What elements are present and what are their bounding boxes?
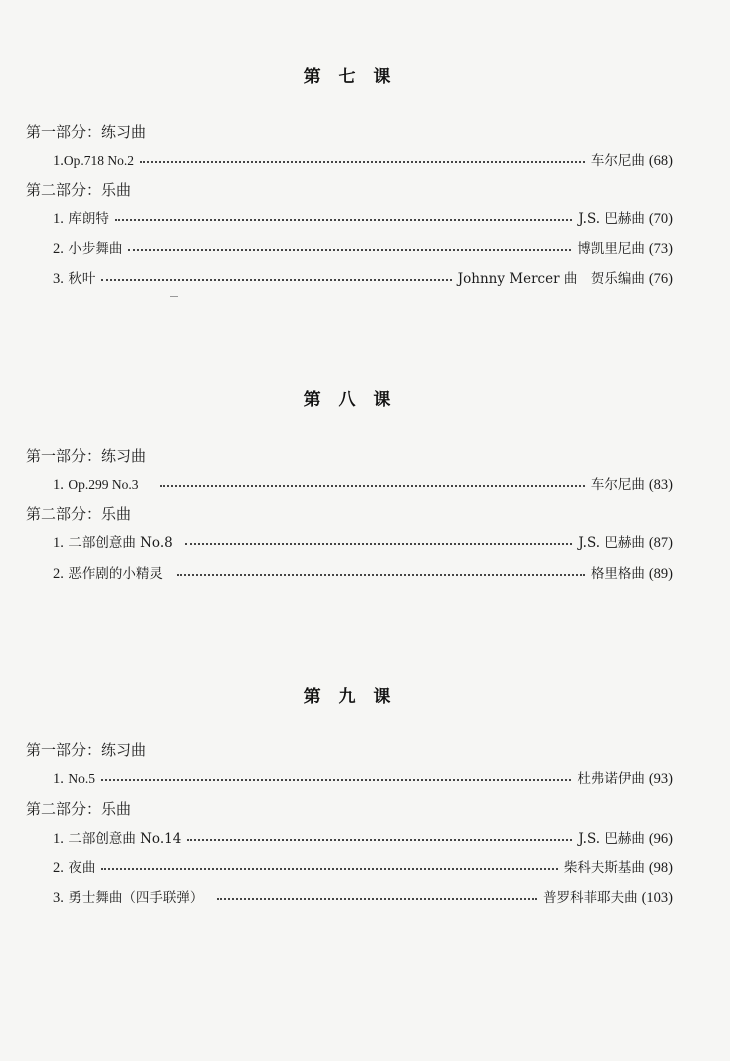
entry-number: 1. bbox=[53, 211, 64, 227]
entry-composer: 柴科夫斯基曲 bbox=[563, 860, 645, 876]
entry-page: (70) bbox=[648, 211, 673, 227]
entry-title: 小步舞曲 bbox=[68, 241, 123, 257]
entry-page: (76) bbox=[648, 271, 673, 287]
entry-composer: 车尔尼曲 bbox=[590, 477, 645, 493]
entry-page: (73) bbox=[648, 241, 673, 257]
entry-composer: 博凯里尼曲 bbox=[577, 241, 645, 257]
lesson-title: 第 九 课 bbox=[303, 687, 397, 707]
entry-page: (87) bbox=[648, 535, 673, 551]
part-heading: 第一部分：练习曲 bbox=[26, 741, 147, 759]
dot-leader bbox=[217, 888, 537, 900]
part-heading: 第二部分：乐曲 bbox=[26, 800, 132, 818]
dot-leader bbox=[101, 769, 571, 781]
entry-title: 夜曲 bbox=[68, 860, 96, 876]
entry-title: 秋叶 bbox=[68, 271, 96, 287]
dot-leader bbox=[185, 533, 573, 545]
entry-composer: 普罗科菲耶夫曲 bbox=[543, 890, 638, 906]
print-speck bbox=[170, 296, 178, 297]
entry-composer: 格里格曲 bbox=[590, 566, 645, 582]
entry-page: (83) bbox=[648, 477, 673, 493]
entry-page: (103) bbox=[641, 890, 673, 906]
lesson-title: 第 八 课 bbox=[303, 390, 397, 410]
entry-title: Op.718 No.2 bbox=[63, 153, 134, 168]
entry-number: 1. bbox=[53, 831, 64, 847]
dot-leader bbox=[128, 239, 571, 251]
entry-page: (89) bbox=[648, 566, 673, 582]
toc-entry[interactable] bbox=[53, 267, 673, 287]
toc-entry[interactable] bbox=[53, 886, 673, 906]
toc-entry[interactable] bbox=[53, 149, 673, 169]
part-heading: 第一部分：练习曲 bbox=[26, 447, 147, 465]
entry-title: 恶作剧的小精灵 bbox=[68, 566, 163, 582]
entry-title: Op.299 No.3 bbox=[68, 477, 139, 492]
entry-title: 二部创意曲 No.8 bbox=[68, 535, 173, 551]
entry-title: 勇士舞曲（四手联弹） bbox=[68, 890, 204, 906]
entry-composer: Johnny Mercer 曲 贺乐编曲 bbox=[457, 271, 645, 287]
dot-leader bbox=[115, 209, 572, 221]
toc-entry[interactable] bbox=[53, 531, 673, 551]
entry-title: 库朗特 bbox=[68, 211, 109, 227]
entry-number: 2. bbox=[53, 566, 64, 582]
toc-entry[interactable] bbox=[53, 473, 673, 493]
entry-title: No.5 bbox=[68, 771, 95, 786]
entry-number: 1. bbox=[53, 153, 64, 169]
dot-leader bbox=[140, 151, 585, 163]
toc-entry[interactable] bbox=[53, 562, 673, 582]
dot-leader bbox=[101, 269, 451, 281]
entry-number: 3. bbox=[53, 890, 64, 906]
toc-entry[interactable] bbox=[53, 207, 673, 227]
dot-leader bbox=[160, 475, 584, 487]
entry-composer: J.S. 巴赫曲 bbox=[578, 535, 645, 551]
entry-page: (96) bbox=[648, 831, 673, 847]
part-heading: 第一部分：练习曲 bbox=[26, 123, 147, 141]
entry-page: (93) bbox=[648, 771, 673, 787]
dot-leader bbox=[177, 564, 585, 576]
entry-composer: 杜弗诺伊曲 bbox=[577, 771, 645, 787]
part-heading: 第二部分：乐曲 bbox=[26, 505, 132, 523]
entry-title: 二部创意曲 No.14 bbox=[68, 831, 182, 847]
entry-number: 2. bbox=[53, 241, 64, 257]
toc-entry[interactable] bbox=[53, 237, 673, 257]
part-heading: 第二部分：乐曲 bbox=[26, 181, 132, 199]
entry-composer: J.S. 巴赫曲 bbox=[578, 211, 645, 227]
toc-entry[interactable] bbox=[53, 856, 673, 876]
entry-page: (68) bbox=[648, 153, 673, 169]
dot-leader bbox=[187, 829, 572, 841]
toc-entry[interactable] bbox=[53, 767, 673, 787]
entry-number: 3. bbox=[53, 271, 64, 287]
dot-leader bbox=[101, 858, 558, 870]
entry-composer: 车尔尼曲 bbox=[590, 153, 645, 169]
lesson-title: 第 七 课 bbox=[303, 67, 397, 87]
entry-number: 1. bbox=[53, 535, 64, 551]
entry-number: 2. bbox=[53, 860, 64, 876]
entry-page: (98) bbox=[648, 860, 673, 876]
entry-number: 1. bbox=[53, 477, 64, 493]
entry-composer: J.S. 巴赫曲 bbox=[578, 831, 645, 847]
toc-entry[interactable] bbox=[53, 827, 673, 847]
entry-number: 1. bbox=[53, 771, 64, 787]
